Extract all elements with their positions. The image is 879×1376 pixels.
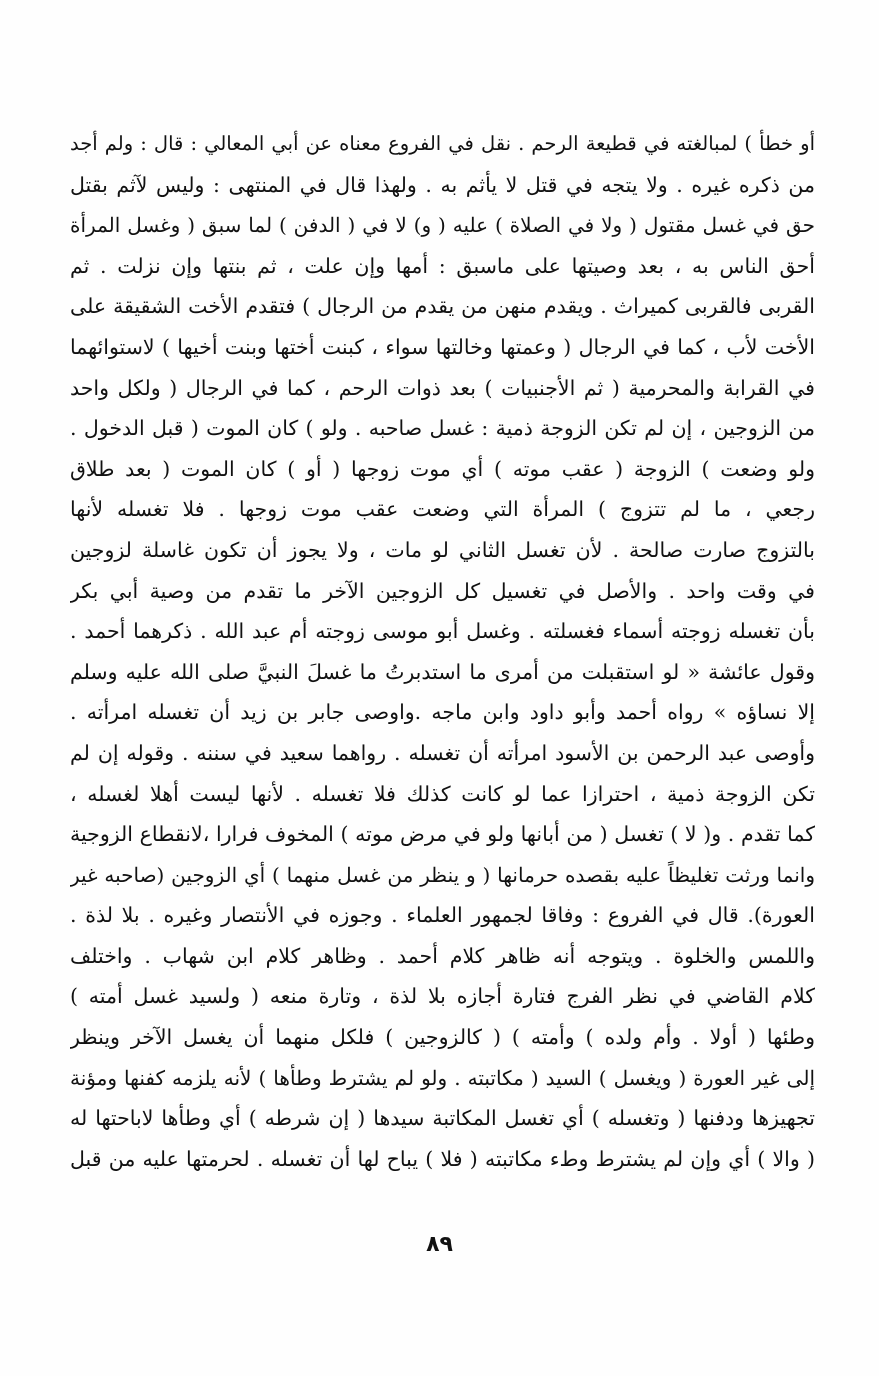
text-line: العورة). قال في الفروع : وفاقا لجمهور العلماء . وجوزه في الأنتصار وغيره . بلا لذة . bbox=[70, 903, 815, 928]
text-line: بأن تغسله زوجته أسماء فغسلته . وغسل أبو موسى زوجته أم عبد الله . ذكرهما أحمد . bbox=[70, 619, 815, 644]
text-line: وانما ورثت تغليظاً عليه بقصده حرمانها ( و ينظر من غسل منهما ) أي الزوجين (صاحبه غير bbox=[70, 862, 815, 887]
text-line: أو خطأ ) لمبالغته في قطيعة الرحم . نقل في الفروع معناه عن أبي المعالي : قال : ولم أجد bbox=[70, 132, 815, 155]
text-line: في وقت واحد . والأصل في تغسيل كل الزوجين الآخر ما تقدم من وصية أبي بكر bbox=[70, 578, 815, 603]
text-line: رجعي ، ما لم تتزوج ) المرأة التي وضعت عقب موت زوجها . فلا تغسله لأنها bbox=[70, 497, 815, 522]
text-body bbox=[70, 124, 815, 1179]
text-line: حق في غسل مقتول ( ولا في الصلاة ) عليه ( و) لا في ( الدفن ) لما سبق ( وغسل المرأة bbox=[70, 213, 815, 238]
text-line: تجهيزها ودفنها ( وتغسله ) أي تغسل المكاتبة سيدها ( إن شرطه ) أي وطأها لاباحتها له bbox=[70, 1106, 815, 1131]
text-line: واللمس والخلوة . ويتوجه أنه ظاهر كلام أحمد . وظاهر كلام ابن شهاب . واختلف bbox=[70, 943, 815, 968]
text-line: من الزوجين ، إن لم تكن الزوجة ذمية : غسل صاحبه . ولو ) كان الموت ( قبل الدخول . bbox=[70, 416, 815, 441]
text-line: تكن الزوجة ذمية ، احترازا عما لو كانت كذلك فلا تغسله . لأنها ليست أهلا لغسله ، bbox=[70, 781, 815, 806]
text-line: ( والا ) أي وإن لم يشترط وطء مكاتبته ( فلا ) يباح لها أن تغسله . لحرمتها عليه من قبل bbox=[70, 1146, 815, 1171]
page-number: ٨٩ bbox=[426, 1232, 453, 1257]
text-line: كما تقدم . و( لا ) تغسل ( من أبانها ولو في مرض موته ) المخوف فرارا ،لانقطاع الزوجية bbox=[70, 822, 815, 847]
text-line: أحق الناس به ، بعد وصيتها على ماسبق : أمها وإن علت ، ثم بنتها وإن نزلت . ثم bbox=[70, 253, 815, 278]
text-line: كلام القاضي في نظر الفرج فتارة أجازه بلا لذة ، وتارة منعه ( ولسيد غسل أمته ) bbox=[70, 984, 815, 1009]
text-line: في القرابة والمحرمية ( ثم الأجنبيات ) بعد ذوات الرحم ، كما في الرجال ( ولكل واحد bbox=[70, 375, 815, 400]
text-line: الأخت لأب ، كما في الرجال ( وعمتها وخالتها سواء ، كبنت أختها وبنت أخيها ) لاستوائهما bbox=[70, 334, 815, 359]
text-line: القربى فالقربى كميراث . ويقدم منهن من يقدم من الرجال ) فتقدم الأخت الشقيقة على bbox=[70, 294, 815, 319]
text-line: إلى غير العورة ( ويغسل ) السيد ( مكاتبته . ولو لم يشترط وطأها ) لأنه يلزمه كفنها ومؤنة bbox=[70, 1065, 815, 1090]
text-line: وطئها ( أولا . وأم ولده ) وأمته ) ( كالزوجين ) فلكل منهما أن يغسل الآخر وينظر bbox=[70, 1025, 815, 1050]
text-line: بالتزوج صارت صالحة . لأن تغسل الثاني لو مات ، ولا يجوز أن تكون غاسلة لزوجين bbox=[70, 537, 815, 562]
text-line: وأوصى عبد الرحمن بن الأسود امرأته أن تغسله . رواهما سعيد في سننه . وقوله إن لم bbox=[70, 740, 815, 765]
text-line: وقول عائشة « لو استقبلت من أمرى ما استدبرتُ ما غسلَ النبيَّ صلى الله عليه وسلم bbox=[70, 659, 815, 684]
text-line: ولو وضعت ) الزوجة ( عقب موته ) أي موت زوجها ( أو ) كان الموت ( بعد طلاق bbox=[70, 456, 815, 481]
text-line: إلا نساؤه » رواه أحمد وأبو داود وابن ماجه .واوصى جابر بن زيد أن تغسله امرأته . bbox=[70, 700, 815, 725]
text-line: من ذكره غيره . ولا يتجه في قتل لا يأثم به . ولهذا قال في المنتهى : وليس لآثم بقتل bbox=[70, 172, 815, 197]
